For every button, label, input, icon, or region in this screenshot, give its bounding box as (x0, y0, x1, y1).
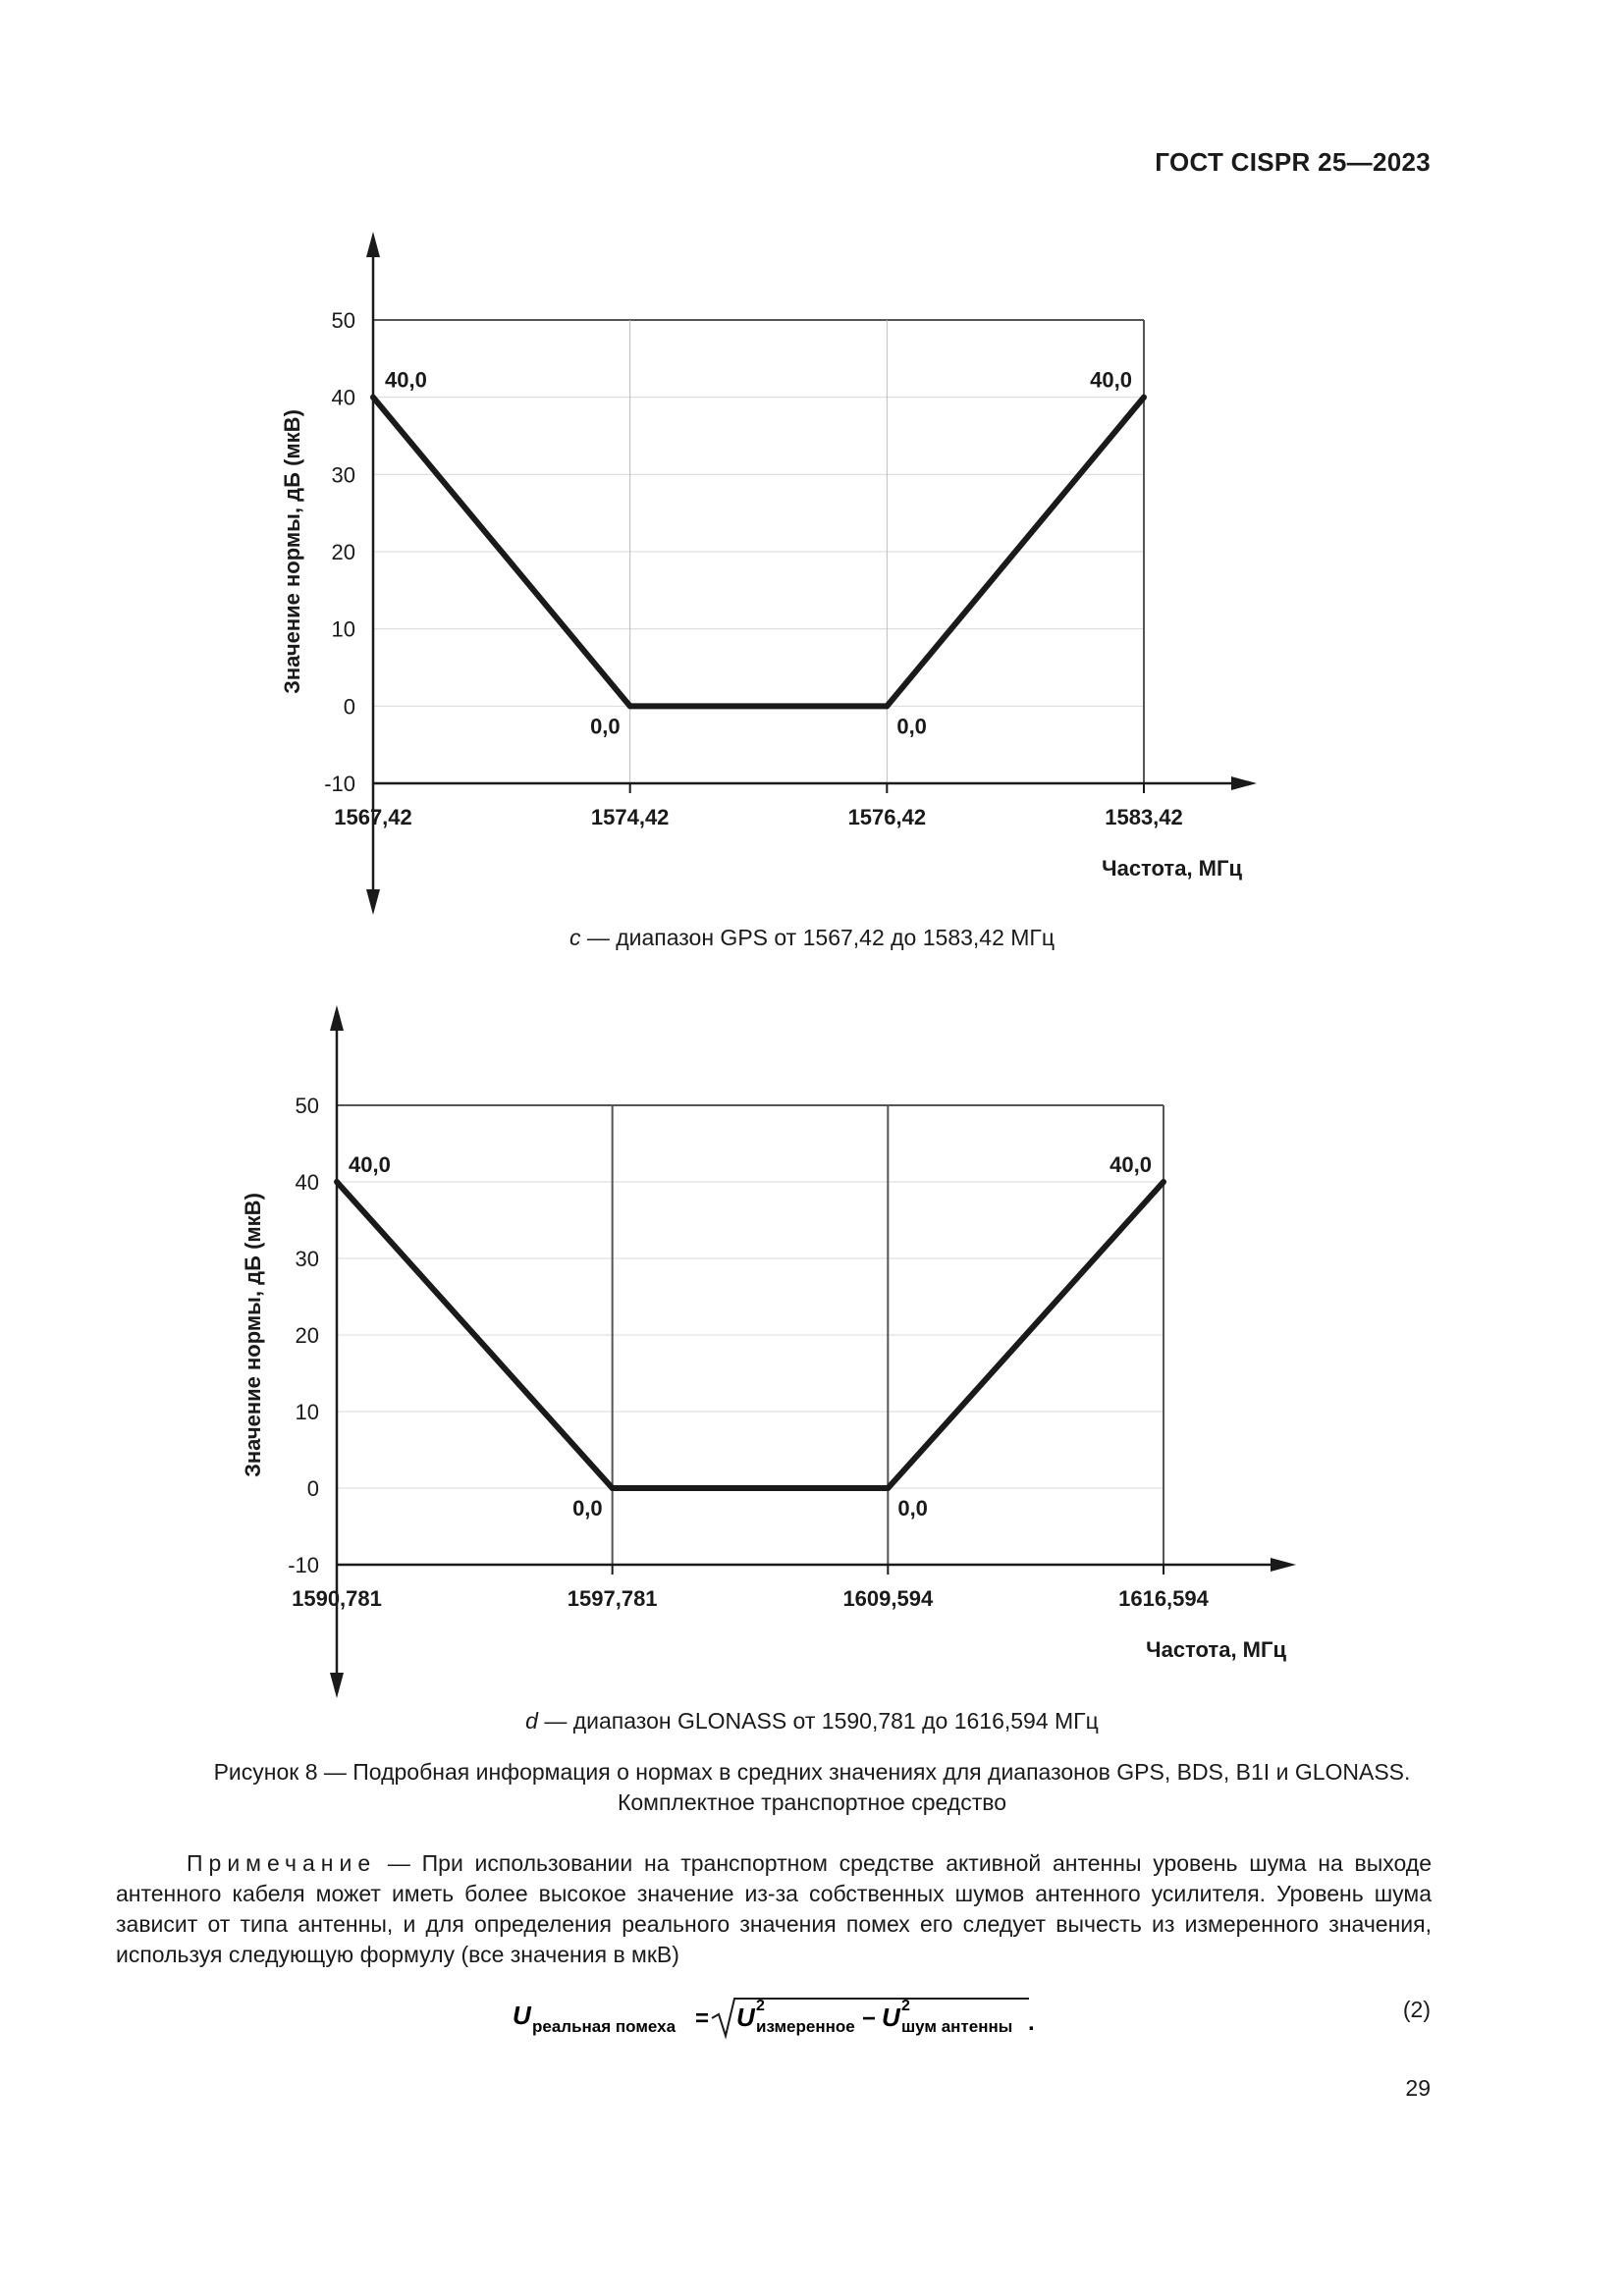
y-tick-label: 40 (331, 385, 355, 410)
y-tick-label: 0 (343, 694, 355, 720)
x-tick-label: 1583,42 (1105, 805, 1183, 829)
data-point (885, 1485, 891, 1491)
data-label: 0,0 (572, 1496, 603, 1521)
data-point (334, 1179, 340, 1185)
note-text: — При использовании на транспортном средстве активной антенны уровень шума на выходе антенного кабеля может иметь более высокое значение из-за собственных шумов антенного усилителя. Уровень шума зависит от типа антенны, и для определения реального значения помех его следует вычесть из измеренного значения, используя следующую формулу (все значения в мкВ) (116, 1850, 1432, 1967)
figure-caption-line2: Комплектное транспортное средство (617, 1789, 1007, 1815)
data-label: 40,0 (385, 367, 427, 393)
y-tick-label: 0 (306, 1476, 319, 1501)
data-label: 0,0 (897, 1496, 928, 1521)
formula-term2-sub: шум антенны (901, 2017, 1013, 2036)
chart-gps (0, 216, 1624, 923)
caption-gps (0, 925, 1624, 951)
x-tick-label: 1576,42 (847, 805, 927, 829)
y-axis-arrow-down (366, 889, 380, 915)
formula-minus: − (862, 2005, 877, 2032)
x-axis-arrow-right (1271, 1558, 1296, 1572)
formula-term1-sup: 2 (756, 1998, 765, 2014)
formula-term2-symbol: U (882, 2002, 900, 2032)
formula-term1-symbol: U (736, 2002, 755, 2032)
formula-term1-sub: измеренное (756, 2017, 855, 2036)
chart-glonass-svg (0, 997, 1624, 1704)
y-tick-label: -10 (324, 772, 355, 796)
note-paragraph (116, 1848, 1432, 1970)
y-axis-arrow-up (366, 232, 380, 257)
x-tick-label: 1574,42 (590, 805, 670, 829)
x-tick-label: 1597,781 (567, 1586, 658, 1611)
document-header: ГОСТ CISPR 25—2023 (1155, 147, 1431, 177)
y-axis-label: Значение нормы, дБ (мкВ) (280, 409, 304, 694)
data-label: 40,0 (1090, 367, 1132, 393)
x-tick-label: 1567,42 (334, 805, 412, 829)
chart-gps-svg (0, 216, 1624, 923)
x-axis-label: Частота, МГц (1146, 1637, 1286, 1662)
chart-glonass (0, 997, 1624, 1704)
x-axis-label: Частота, МГц (1102, 856, 1242, 881)
y-tick-label: 20 (331, 540, 355, 564)
data-label: 0,0 (590, 714, 621, 739)
data-point (884, 703, 890, 709)
y-axis-arrow-down (330, 1673, 344, 1698)
y-axis-label: Значение нормы, дБ (мкВ) (241, 1193, 265, 1477)
x-tick-label: 1616,594 (1118, 1586, 1209, 1611)
y-tick-label: 40 (295, 1170, 319, 1195)
formula-period: . (1028, 2009, 1035, 2036)
data-point (1141, 395, 1147, 400)
equation-number: (2) (1402, 1997, 1431, 2022)
caption-glonass-letter: d (525, 1708, 538, 1734)
y-tick-label: -10 (288, 1553, 319, 1577)
y-tick-label: 10 (331, 616, 355, 642)
formula-svg (511, 1993, 1060, 2052)
caption-glonass (0, 1708, 1624, 1735)
y-axis-arrow-up (330, 1005, 344, 1031)
formula-term2-sup: 2 (901, 1998, 910, 2014)
y-tick-label: 20 (295, 1323, 319, 1348)
data-label: 40,0 (1110, 1152, 1152, 1177)
note-lead: Примечание (187, 1850, 377, 1876)
data-point (627, 703, 633, 709)
caption-gps-text: — диапазон GPS от 1567,42 до 1583,42 МГц (580, 925, 1056, 950)
y-tick-label: 50 (331, 308, 355, 333)
formula (511, 1993, 1060, 2052)
x-tick-label: 1609,594 (842, 1586, 934, 1611)
y-tick-label: 30 (295, 1247, 319, 1271)
figure-caption-line1: Рисунок 8 — Подробная информация о нормах в средних значениях для диапазонов GPS, BDS, B1I и GLONASS. (213, 1759, 1411, 1785)
data-point (610, 1485, 616, 1491)
formula-lhs-symbol: U (513, 2001, 531, 2030)
x-axis-arrow-right (1231, 776, 1257, 790)
data-point (1161, 1179, 1166, 1185)
data-label: 40,0 (349, 1152, 391, 1177)
formula-equals: = (695, 2005, 710, 2032)
x-tick-label: 1590,781 (292, 1586, 382, 1611)
data-label: 0,0 (896, 714, 927, 739)
caption-glonass-text: — диапазон GLONASS от 1590,781 до 1616,594 МГц (537, 1708, 1099, 1734)
figure-caption (98, 1757, 1526, 1818)
page-number: 29 (1405, 2075, 1431, 2101)
y-tick-label: 50 (295, 1094, 319, 1118)
caption-gps-letter: c (568, 925, 581, 950)
y-tick-label: 10 (295, 1400, 319, 1424)
data-point (370, 395, 376, 400)
y-tick-label: 30 (331, 462, 355, 488)
formula-lhs-sub: реальная помеха (532, 2017, 677, 2036)
